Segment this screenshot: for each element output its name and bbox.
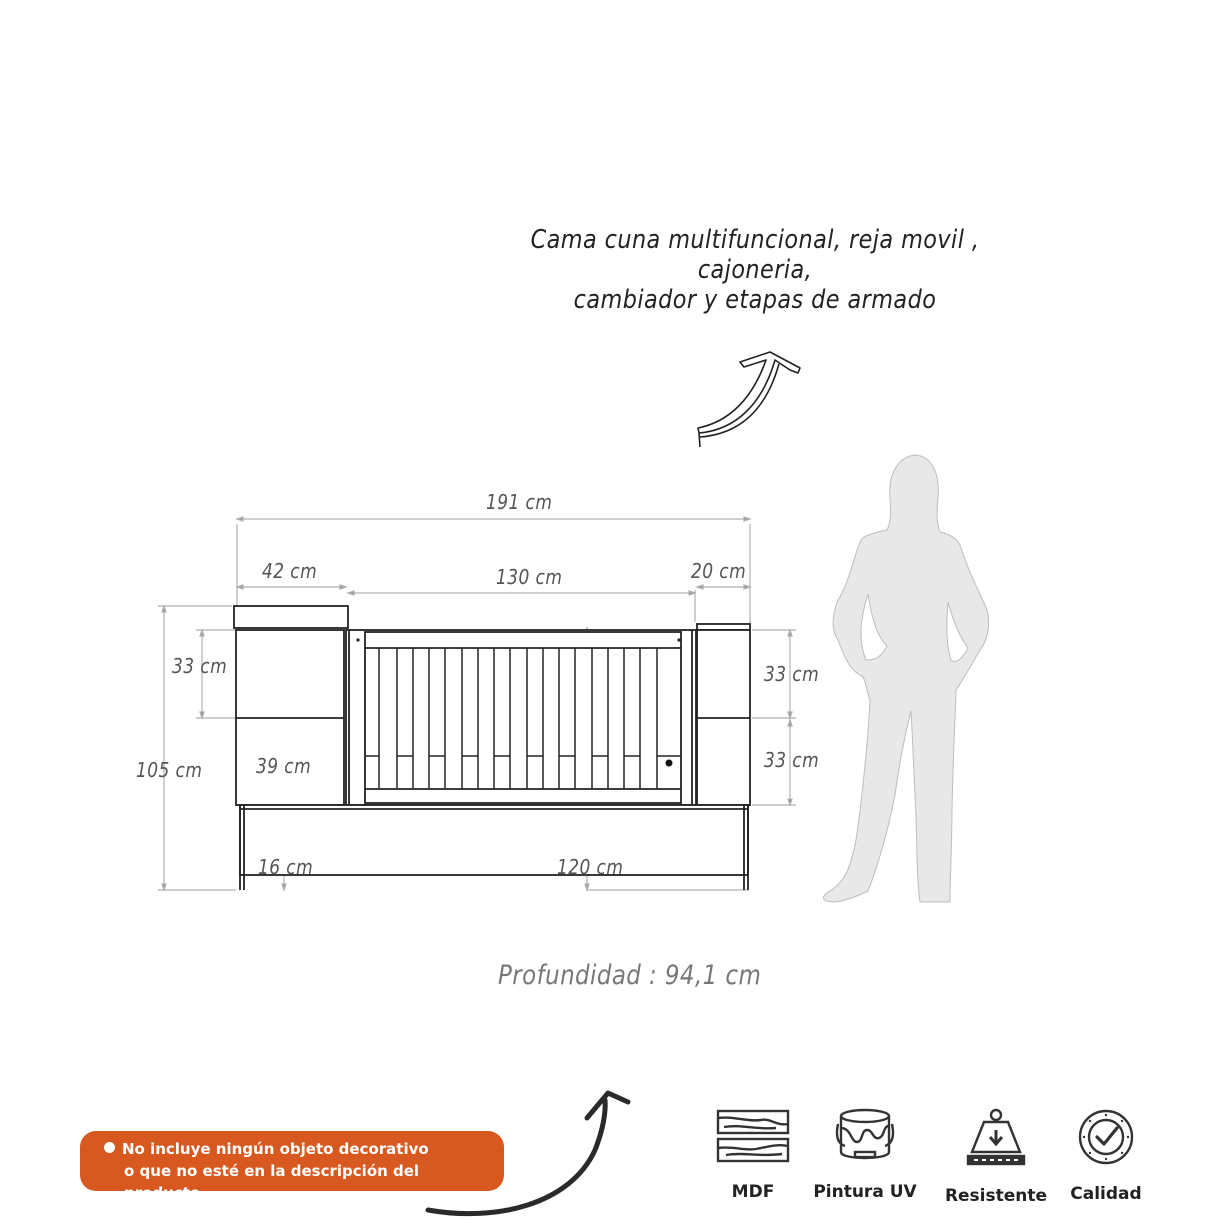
headline-line-1: Cama cuna multifuncional, reja movil , cajoneria, <box>530 225 980 285</box>
bullet-icon <box>104 1142 115 1153</box>
feature-label: MDF <box>731 1182 775 1202</box>
right-cabinet-cap <box>697 624 750 630</box>
headline-line-2: cambiador y etapas de armado <box>573 285 937 315</box>
dim-right-upper-drawer: 33 cm <box>764 662 820 686</box>
dim-leg-height: 16 cm <box>258 855 314 879</box>
feature-label: Calidad <box>1070 1184 1142 1204</box>
crib-drawing <box>234 606 750 890</box>
notice-line-2: o que no esté en la descripción del producto. <box>124 1162 420 1202</box>
depth-label: Profundidad : 94,1 cm <box>498 960 762 991</box>
screw-icon <box>677 638 680 641</box>
paint-bucket-icon <box>835 1108 895 1164</box>
bed-base <box>240 805 748 875</box>
notice-line-1: No incluye ningún objeto decorativo <box>122 1140 429 1158</box>
weight-icon <box>964 1108 1028 1168</box>
feature-uv-paint <box>810 1108 920 1202</box>
changing-table-top <box>234 606 348 628</box>
dim-overall-height: 105 cm <box>136 758 203 782</box>
gate-knob-icon <box>666 760 673 767</box>
feature-quality <box>1051 1108 1161 1204</box>
notice-banner <box>80 1131 504 1202</box>
dim-right-cabinet-width: 20 cm <box>691 559 747 583</box>
sketch-arrow-icon <box>698 352 800 447</box>
screw-icon <box>356 638 359 641</box>
dim-left-drawer-width: 39 cm <box>256 754 312 778</box>
dim-changer-width: 42 cm <box>262 559 318 583</box>
human-silhouette-icon <box>823 455 988 902</box>
feature-label: Resistente <box>944 1186 1048 1206</box>
wood-planks-icon <box>716 1108 790 1164</box>
dim-right-lower-drawer: 33 cm <box>764 748 820 772</box>
dim-overall-width: 191 cm <box>486 490 553 514</box>
dim-left-drawer-height: 33 cm <box>172 654 228 678</box>
feature-mdf <box>698 1108 808 1202</box>
feature-resistant <box>941 1108 1051 1206</box>
feature-label: Pintura UV <box>813 1182 917 1202</box>
dim-crib-width: 130 cm <box>496 565 563 589</box>
dim-bed-base: 120 cm <box>557 855 624 879</box>
quality-check-icon <box>1077 1108 1135 1166</box>
